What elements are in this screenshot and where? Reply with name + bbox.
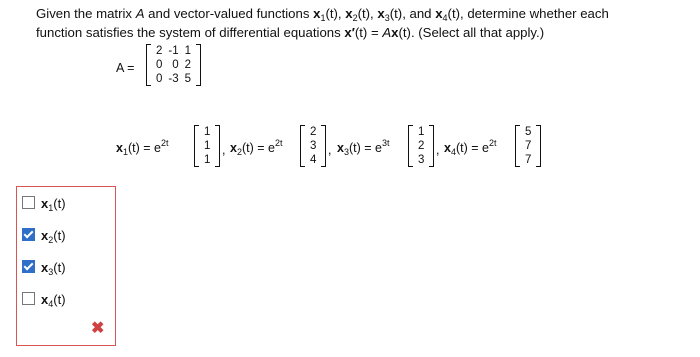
- vector-entry: 7: [525, 154, 532, 166]
- matrix-cell: 0: [172, 59, 179, 71]
- choice-label: $x_1(t)$: [41, 196, 66, 213]
- vector-x4: [515, 125, 541, 167]
- checkbox-x1[interactable]: [22, 196, 35, 209]
- checkbox-x3[interactable]: [22, 260, 35, 273]
- matrix-a: [146, 44, 201, 86]
- choice-label: $x_3(t)$: [41, 260, 66, 277]
- separator: ,: [222, 143, 226, 157]
- matrix-cell: -3: [168, 73, 179, 85]
- vector-x2: [300, 125, 326, 167]
- prompt-line-1: Given the matrix A and vector-valued functions $x_1(t)$, $x_2(t)$, $x_3(t)$, and $x_4(t)$, determine whether each: [36, 6, 609, 23]
- prompt-line-2: function satisfies the system of differential equations x′(t) = Ax(t). (Select all that apply.): [36, 25, 545, 40]
- incorrect-icon: ✖: [91, 320, 105, 337]
- vector-entry: 3: [418, 154, 425, 166]
- vector-entry: 2: [418, 140, 425, 152]
- matrix-cell: 0: [156, 73, 163, 85]
- choice-x3[interactable]: [22, 260, 66, 278]
- vector-entry: 5: [525, 126, 532, 138]
- choice-x1[interactable]: [22, 196, 66, 214]
- matrix-cell: 1: [184, 45, 192, 57]
- matrix-cell: 2: [184, 59, 192, 71]
- vector-entry: 2: [310, 126, 317, 138]
- vector-x1: [194, 125, 220, 167]
- matrix-cell: 5: [184, 73, 192, 85]
- function-x4-lhs: $x_4(t) = e^{2t}$: [444, 138, 497, 157]
- choice-x2[interactable]: [22, 228, 66, 246]
- matrix-cell: 0: [156, 59, 163, 71]
- question-prompt: [36, 4, 686, 42]
- checkbox-x2[interactable]: [22, 228, 35, 241]
- matrix-cell: -1: [168, 45, 179, 57]
- vector-entry: 3: [310, 140, 317, 152]
- checkbox-x4[interactable]: [22, 292, 35, 305]
- choice-label: $x_2(t)$: [41, 228, 66, 245]
- matrix-row: [153, 58, 194, 72]
- vector-entry: 4: [310, 154, 317, 166]
- vector-entry: 1: [418, 126, 425, 138]
- function-x3-lhs: $x_3(t) = e^{3t}$: [337, 138, 390, 157]
- vector-x3: [408, 125, 434, 167]
- choice-x4[interactable]: [22, 292, 66, 310]
- vector-entry: 7: [525, 140, 532, 152]
- choice-label: $x_4(t)$: [41, 292, 66, 309]
- separator: ,: [328, 143, 332, 157]
- vector-entry: 1: [204, 154, 211, 166]
- matrix-cell: 2: [156, 45, 163, 57]
- separator: ,: [436, 143, 440, 157]
- vector-entry: 1: [204, 140, 211, 152]
- matrix-row: [153, 72, 194, 86]
- matrix-row: [153, 44, 194, 58]
- function-x1-lhs: $x_1(t) = e^{2t}$: [116, 138, 169, 157]
- matrix-a-label: A =: [116, 61, 135, 75]
- vector-entry: 1: [204, 126, 211, 138]
- function-x2-lhs: $x_2(t) = e^{2t}$: [230, 138, 283, 157]
